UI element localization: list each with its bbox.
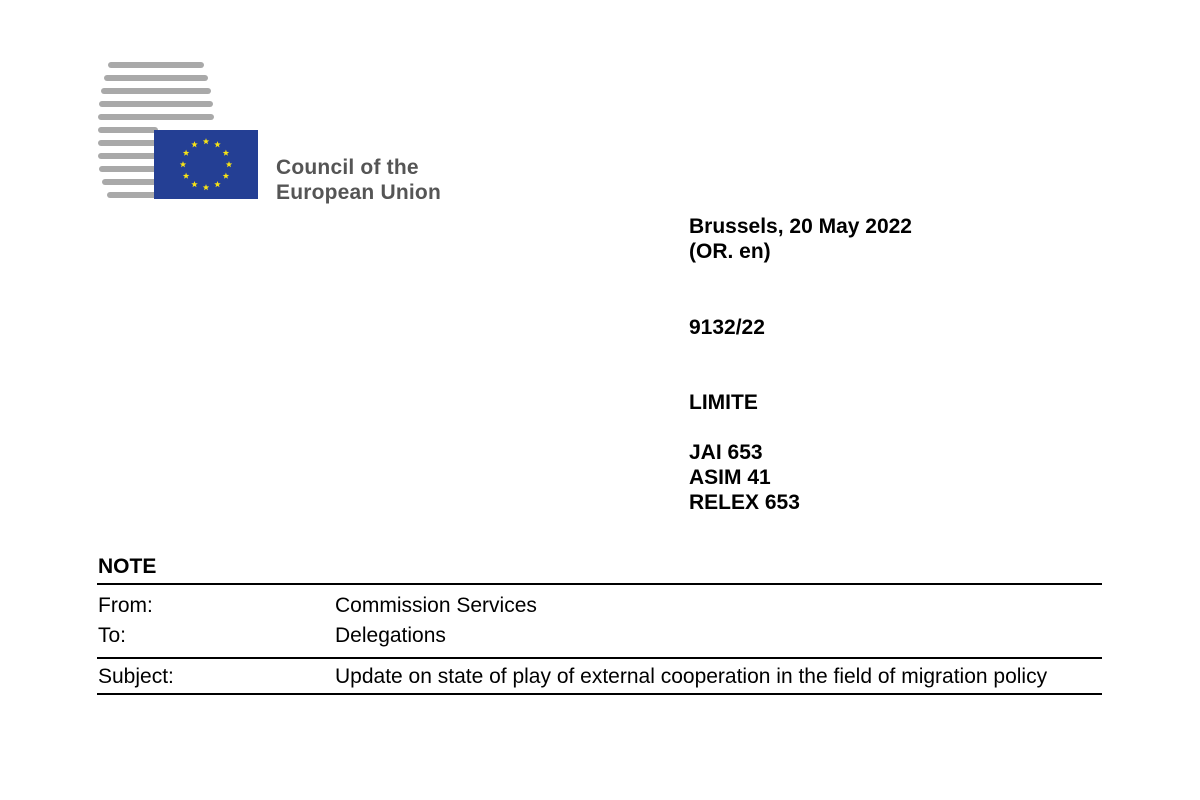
council-name-line2: European Union [276,181,441,204]
note-row-subject [97,657,1102,693]
subject-value: Update on state of play of external cooperation in the field of migration policy [335,665,1048,688]
to-label: To: [98,624,127,647]
council-name [276,155,441,205]
council-logo [98,60,478,205]
subject-label: Subject: [98,665,174,688]
note-table [97,583,1102,695]
note-row-to [97,621,1102,657]
subject-codes [689,440,800,515]
subject-code: JAI 653 [689,441,763,464]
note-heading: NOTE [98,555,157,578]
to-value: Delegations [335,624,446,647]
from-label: From: [98,594,153,617]
subject-code: RELEX 653 [689,491,800,514]
document-number: 9132/22 [689,316,765,339]
date-block [689,214,912,264]
council-name-line1: Council of the [276,156,419,179]
eu-flag-icon [154,130,258,199]
subject-code: ASIM 41 [689,466,771,489]
note-row-from [97,585,1102,621]
from-value: Commission Services [335,594,537,617]
classification: LIMITE [689,391,758,414]
place-date: Brussels, 20 May 2022 [689,215,912,238]
original-language: (OR. en) [689,240,771,263]
